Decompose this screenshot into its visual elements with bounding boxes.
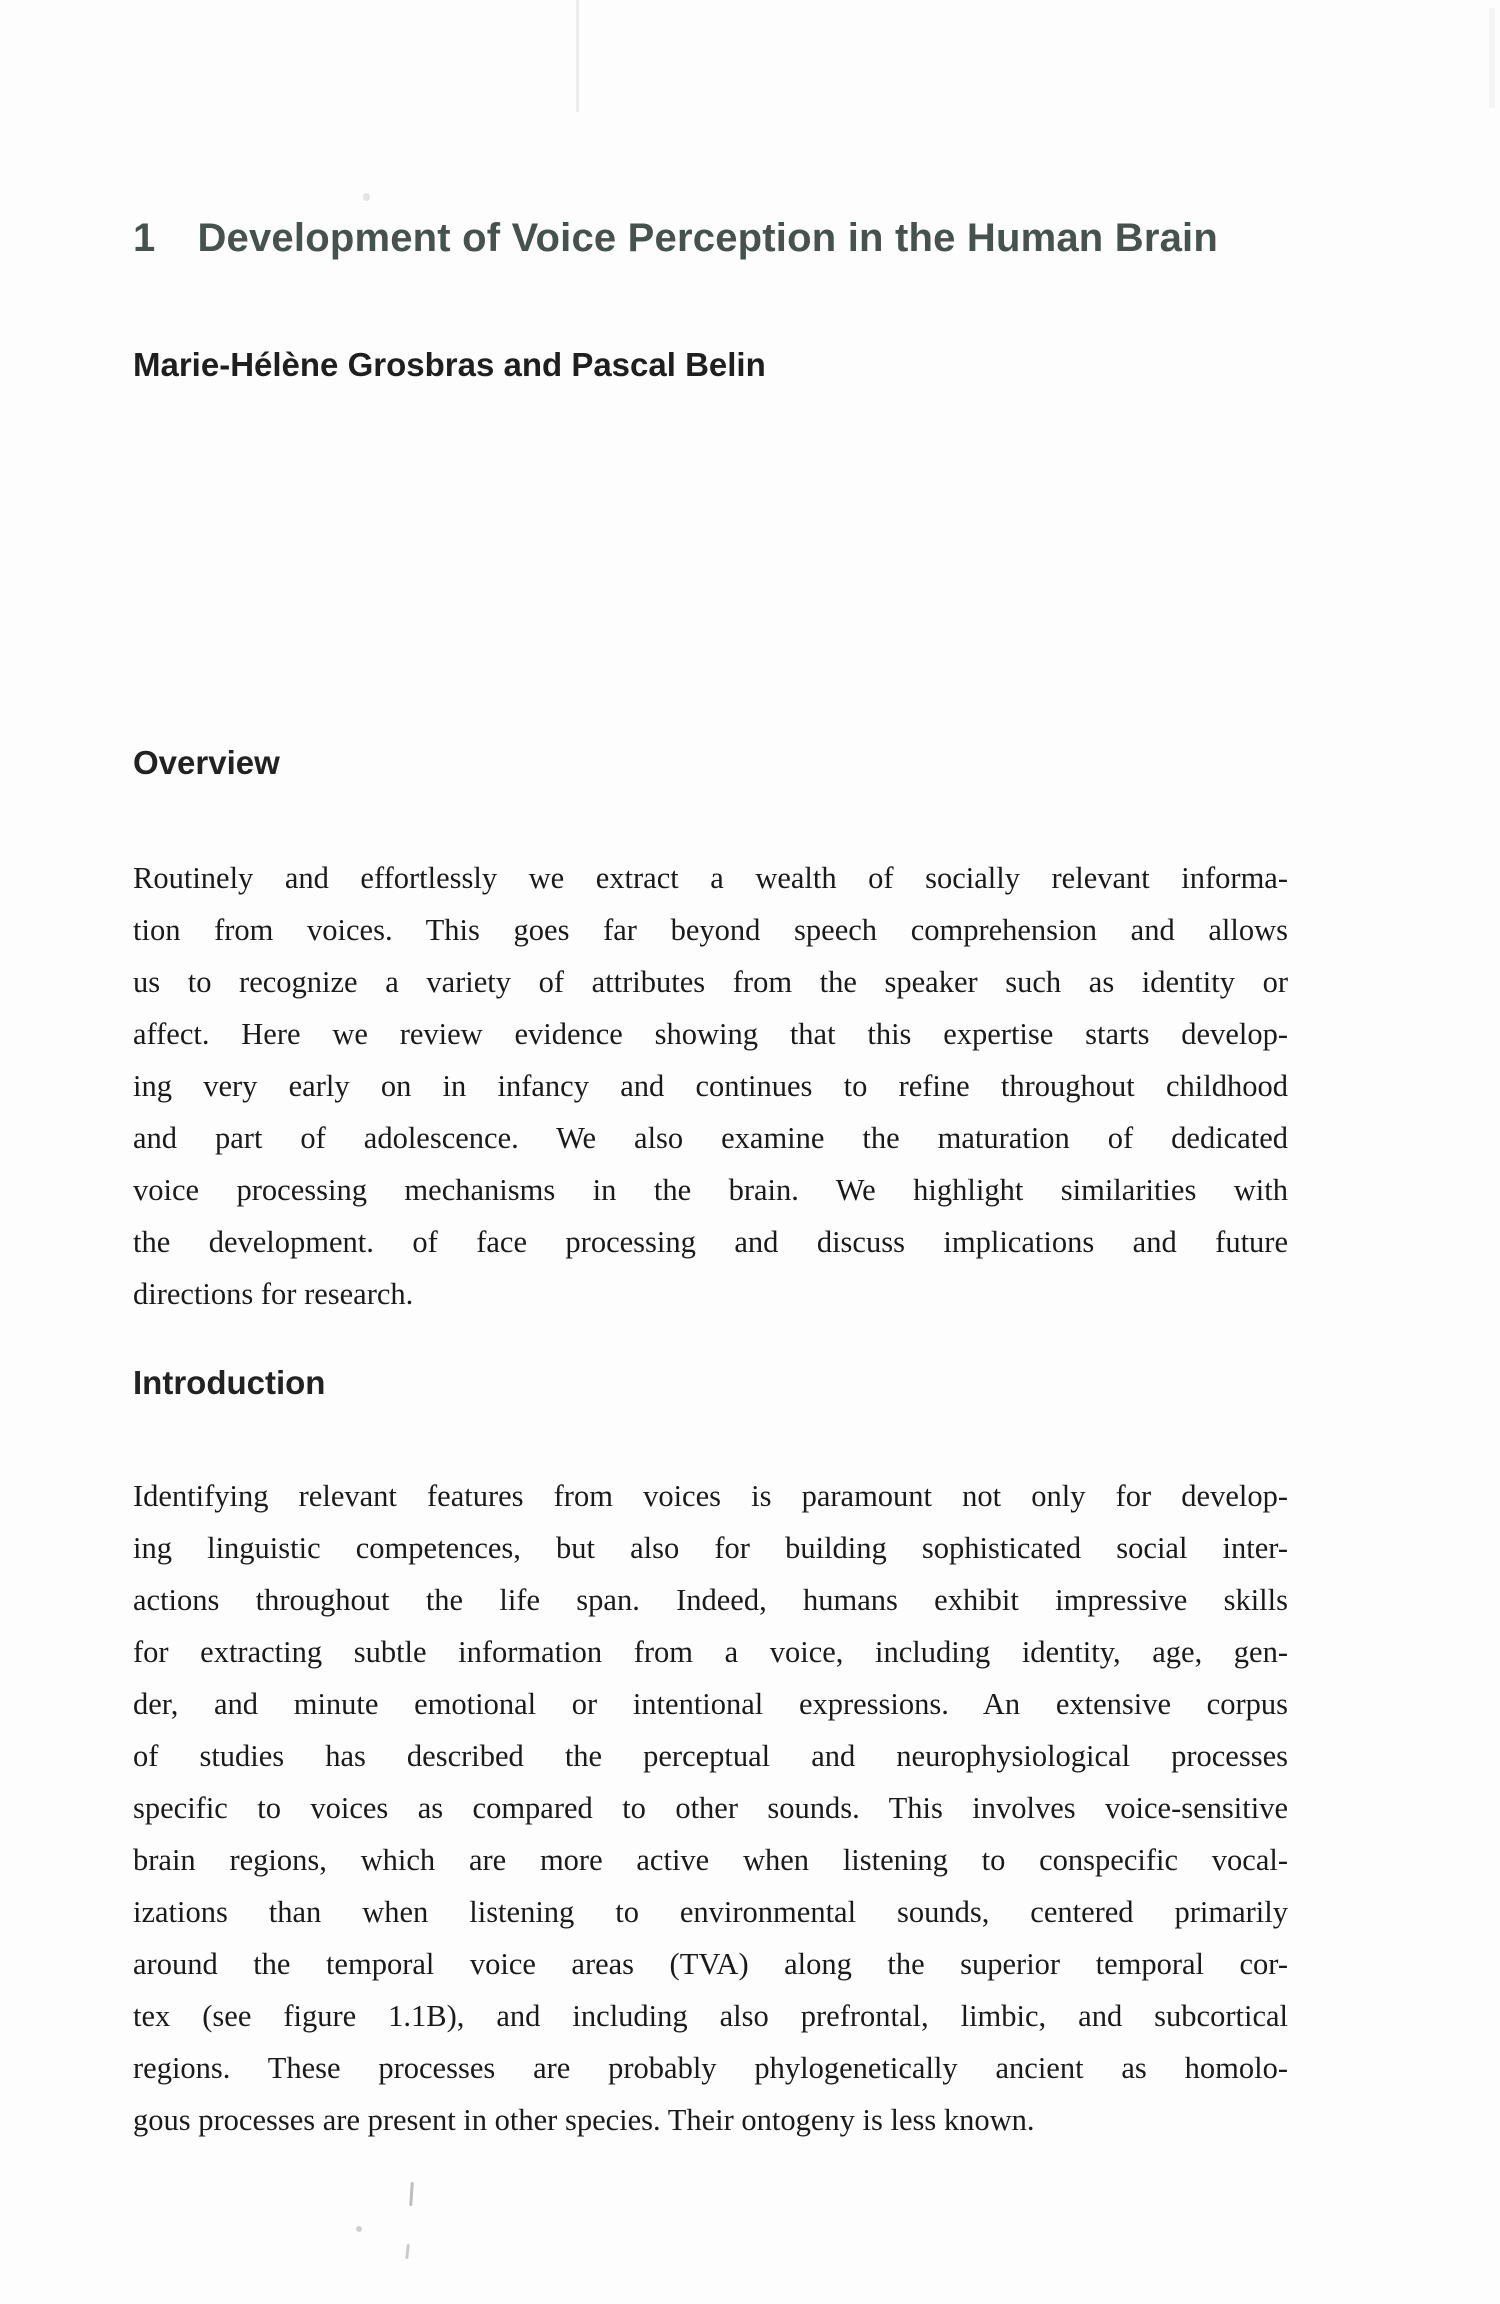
text-line: ing linguistic competences, but also for building sophisticated social inter- (133, 1531, 1288, 1565)
text-line: izations than when listening to environmental sounds, centered primarily (133, 1895, 1288, 1929)
introduction-paragraph (133, 1470, 1288, 2146)
chapter-number: 1 (133, 216, 156, 260)
text-line: us to recognize a variety of attributes from the speaker such as identity or (133, 965, 1288, 999)
overview-paragraph (133, 852, 1288, 1320)
scan-artifact-top-line (576, 0, 579, 112)
text-line: gous processes are present in other species. Their ontogeny is less known. (133, 2103, 1035, 2137)
section-heading-introduction: Introduction (133, 1364, 326, 1401)
chapter-title-text: Development of Voice Perception in the Human Brain (197, 216, 1218, 260)
text-line: ing very early on in infancy and continues to refine throughout childhood (133, 1069, 1288, 1103)
text-line: tion from voices. This goes far beyond speech comprehension and allows (133, 913, 1288, 947)
text-line: specific to voices as compared to other sounds. This involves voice-sensitive (133, 1791, 1288, 1825)
scan-artifact-dot (356, 2226, 362, 2232)
text-line: actions throughout the life span. Indeed, humans exhibit impressive skills (133, 1583, 1288, 1617)
text-line: brain regions, which are more active when listening to conspecific vocal- (133, 1843, 1288, 1877)
text-line: tex (see figure 1.1B), and including also prefrontal, limbic, and subcortical (133, 1999, 1288, 2033)
text-line: regions. These processes are probably phylogenetically ancient as homolo- (133, 2051, 1288, 2085)
text-line: directions for research. (133, 1277, 414, 1311)
scan-artifact-tick (405, 2244, 410, 2259)
text-line: der, and minute emotional or intentional expressions. An extensive corpus (133, 1687, 1288, 1721)
text-line: voice processing mechanisms in the brain. We highlight similarities with (133, 1173, 1288, 1207)
scan-artifact-right-edge (1489, 8, 1495, 108)
text-line: for extracting subtle information from a voice, including identity, age, gen- (133, 1635, 1288, 1669)
text-line: around the temporal voice areas (TVA) along the superior temporal cor- (133, 1947, 1288, 1981)
scan-artifact-tick (409, 2182, 414, 2206)
text-line: the development. of face processing and discuss implications and future (133, 1225, 1288, 1259)
authors-byline: Marie-Hélène Grosbras and Pascal Belin (133, 346, 766, 383)
section-heading-overview: Overview (133, 744, 280, 781)
scan-artifact-dot (363, 193, 370, 201)
text-line: affect. Here we review evidence showing that this expertise starts develop- (133, 1017, 1288, 1051)
text-line: Routinely and effortlessly we extract a wealth of socially relevant informa- (133, 861, 1288, 895)
chapter-title (133, 216, 1218, 261)
text-line: and part of adolescence. We also examine the maturation of dedicated (133, 1121, 1288, 1155)
text-line: of studies has described the perceptual and neurophysiological processes (133, 1739, 1288, 1773)
text-line: Identifying relevant features from voices is paramount not only for develop- (133, 1479, 1288, 1513)
